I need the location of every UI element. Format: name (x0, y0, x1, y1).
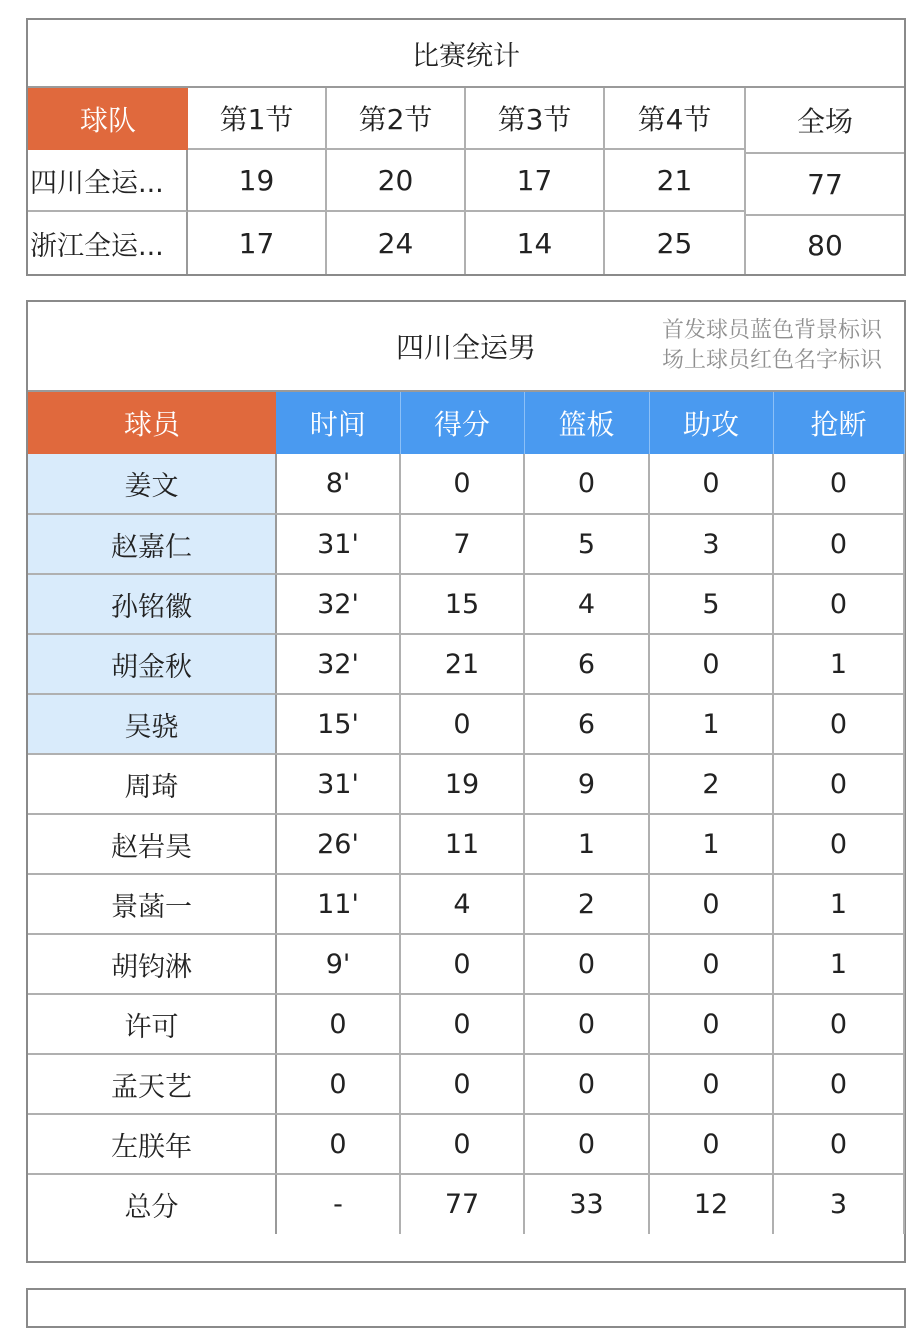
total-score-cell: 80 (807, 228, 843, 262)
minutes-cell: 11' (276, 874, 400, 934)
steals-cell: 0 (773, 994, 904, 1054)
team-column-header: 球队 (28, 88, 188, 150)
next-panel (26, 1288, 906, 1328)
player-name[interactable]: 孟天艺 (28, 1054, 276, 1114)
rebounds-cell: 33 (524, 1174, 649, 1234)
player-row (28, 934, 904, 994)
minutes-cell: 8' (276, 454, 400, 514)
steals-header[interactable]: 抢断 (773, 392, 904, 454)
assists-cell: 0 (649, 994, 773, 1054)
minutes-cell: 15' (276, 694, 400, 754)
total-label: 总分 (28, 1174, 276, 1234)
box-header-row (28, 392, 904, 454)
points-cell: 0 (400, 454, 524, 514)
box-score-panel (26, 300, 906, 1263)
player-row (28, 454, 904, 514)
minutes-cell: 26' (276, 814, 400, 874)
player-name[interactable]: 景菡一 (28, 874, 276, 934)
steals-cell: 0 (773, 694, 904, 754)
minutes-cell: 0 (276, 994, 400, 1054)
minutes-cell: - (276, 1174, 400, 1234)
score-cell: 17 (188, 212, 327, 274)
points-header[interactable]: 得分 (400, 392, 524, 454)
player-name[interactable]: 赵岩昊 (28, 814, 276, 874)
rebounds-cell: 0 (524, 994, 649, 1054)
points-cell: 4 (400, 874, 524, 934)
minutes-header[interactable]: 时间 (276, 392, 400, 454)
team-name[interactable]: 浙江全运... (28, 212, 188, 274)
points-cell: 0 (400, 1054, 524, 1114)
legend-starter: 首发球员蓝色背景标识 (661, 318, 882, 343)
steals-cell: 1 (773, 934, 904, 994)
points-cell: 0 (400, 934, 524, 994)
assists-cell: 0 (649, 1114, 773, 1174)
minutes-cell: 32' (276, 574, 400, 634)
match-stats-panel (26, 18, 906, 276)
score-cell: 17 (466, 150, 605, 212)
steals-cell: 0 (773, 1114, 904, 1174)
points-cell: 19 (400, 754, 524, 814)
period-2-header: 第2节 (327, 88, 466, 150)
assists-cell: 0 (649, 634, 773, 694)
points-cell: 0 (400, 1114, 524, 1174)
rebounds-cell: 5 (524, 514, 649, 574)
rebounds-cell: 6 (524, 634, 649, 694)
steals-cell: 0 (773, 814, 904, 874)
assists-cell: 1 (649, 694, 773, 754)
total-row (28, 1174, 904, 1234)
score-cell: 24 (327, 212, 466, 274)
rebounds-cell: 1 (524, 814, 649, 874)
points-cell: 21 (400, 634, 524, 694)
points-cell: 15 (400, 574, 524, 634)
assists-cell: 5 (649, 574, 773, 634)
steals-cell: 3 (773, 1174, 904, 1234)
player-row (28, 694, 904, 754)
box-score-title-bar (28, 302, 904, 392)
total-score-cell: 77 (746, 154, 904, 216)
match-stats-title: 比赛统计 (28, 20, 904, 88)
points-cell: 77 (400, 1174, 524, 1234)
box-team-title: 四川全运男 (395, 331, 536, 364)
points-cell: 11 (400, 814, 524, 874)
rebounds-header[interactable]: 篮板 (524, 392, 649, 454)
player-name[interactable]: 许可 (28, 994, 276, 1054)
minutes-cell: 31' (276, 754, 400, 814)
player-name[interactable]: 左朕年 (28, 1114, 276, 1174)
player-header[interactable]: 球员 (28, 392, 276, 454)
score-cell: 21 (605, 150, 746, 212)
player-name[interactable]: 胡钧淋 (28, 934, 276, 994)
points-cell: 0 (400, 994, 524, 1054)
player-row (28, 874, 904, 934)
minutes-cell: 32' (276, 634, 400, 694)
assists-header[interactable]: 助攻 (649, 392, 773, 454)
team-name[interactable]: 四川全运... (28, 150, 188, 212)
steals-cell: 0 (773, 1054, 904, 1114)
assists-cell: 12 (649, 1174, 773, 1234)
rebounds-cell: 9 (524, 754, 649, 814)
player-row (28, 514, 904, 574)
assists-cell: 1 (649, 814, 773, 874)
steals-cell: 0 (773, 754, 904, 814)
minutes-cell: 9' (276, 934, 400, 994)
player-name[interactable]: 孙铭徽 (28, 574, 276, 634)
assists-cell: 0 (649, 934, 773, 994)
player-row (28, 814, 904, 874)
score-cell: 14 (466, 212, 605, 274)
period-3-header: 第3节 (466, 88, 605, 150)
player-name[interactable]: 赵嘉仁 (28, 514, 276, 574)
player-row (28, 1114, 904, 1174)
player-row (28, 994, 904, 1054)
legend-on-court: 场上球员红色名字标识 (661, 348, 882, 373)
points-cell: 7 (400, 514, 524, 574)
player-name[interactable]: 吴骁 (28, 694, 276, 754)
assists-cell: 0 (649, 1054, 773, 1114)
rebounds-cell: 0 (524, 1114, 649, 1174)
minutes-cell: 0 (276, 1114, 400, 1174)
assists-cell: 3 (649, 514, 773, 574)
player-name[interactable]: 周琦 (28, 754, 276, 814)
rebounds-cell: 0 (524, 934, 649, 994)
player-row (28, 1054, 904, 1114)
rebounds-cell: 2 (524, 874, 649, 934)
assists-cell: 0 (649, 874, 773, 934)
player-row (28, 754, 904, 814)
player-name[interactable]: 胡金秋 (28, 634, 276, 694)
steals-cell: 0 (773, 454, 904, 514)
total-header: 全场 (746, 88, 904, 154)
rebounds-cell: 4 (524, 574, 649, 634)
player-row (28, 634, 904, 694)
minutes-cell: 31' (276, 514, 400, 574)
period-4-header: 第4节 (605, 88, 746, 150)
quarter-score-table (28, 88, 904, 276)
box-score-table (28, 392, 905, 1234)
steals-cell: 1 (773, 874, 904, 934)
steals-cell: 0 (773, 514, 904, 574)
assists-cell: 2 (649, 754, 773, 814)
score-cell: 19 (188, 150, 327, 212)
legend (662, 316, 882, 376)
rebounds-cell: 0 (524, 454, 649, 514)
rebounds-cell: 6 (524, 694, 649, 754)
points-cell: 0 (400, 694, 524, 754)
player-row (28, 574, 904, 634)
steals-cell: 1 (773, 634, 904, 694)
rebounds-cell: 0 (524, 1054, 649, 1114)
minutes-cell: 0 (276, 1054, 400, 1114)
period-1-header: 第1节 (188, 88, 327, 150)
steals-cell: 0 (773, 574, 904, 634)
assists-cell: 0 (649, 454, 773, 514)
score-cell: 20 (327, 150, 466, 212)
box-score-body (28, 454, 904, 1234)
player-name[interactable]: 姜文 (28, 454, 276, 514)
score-cell: 25 (605, 212, 746, 274)
